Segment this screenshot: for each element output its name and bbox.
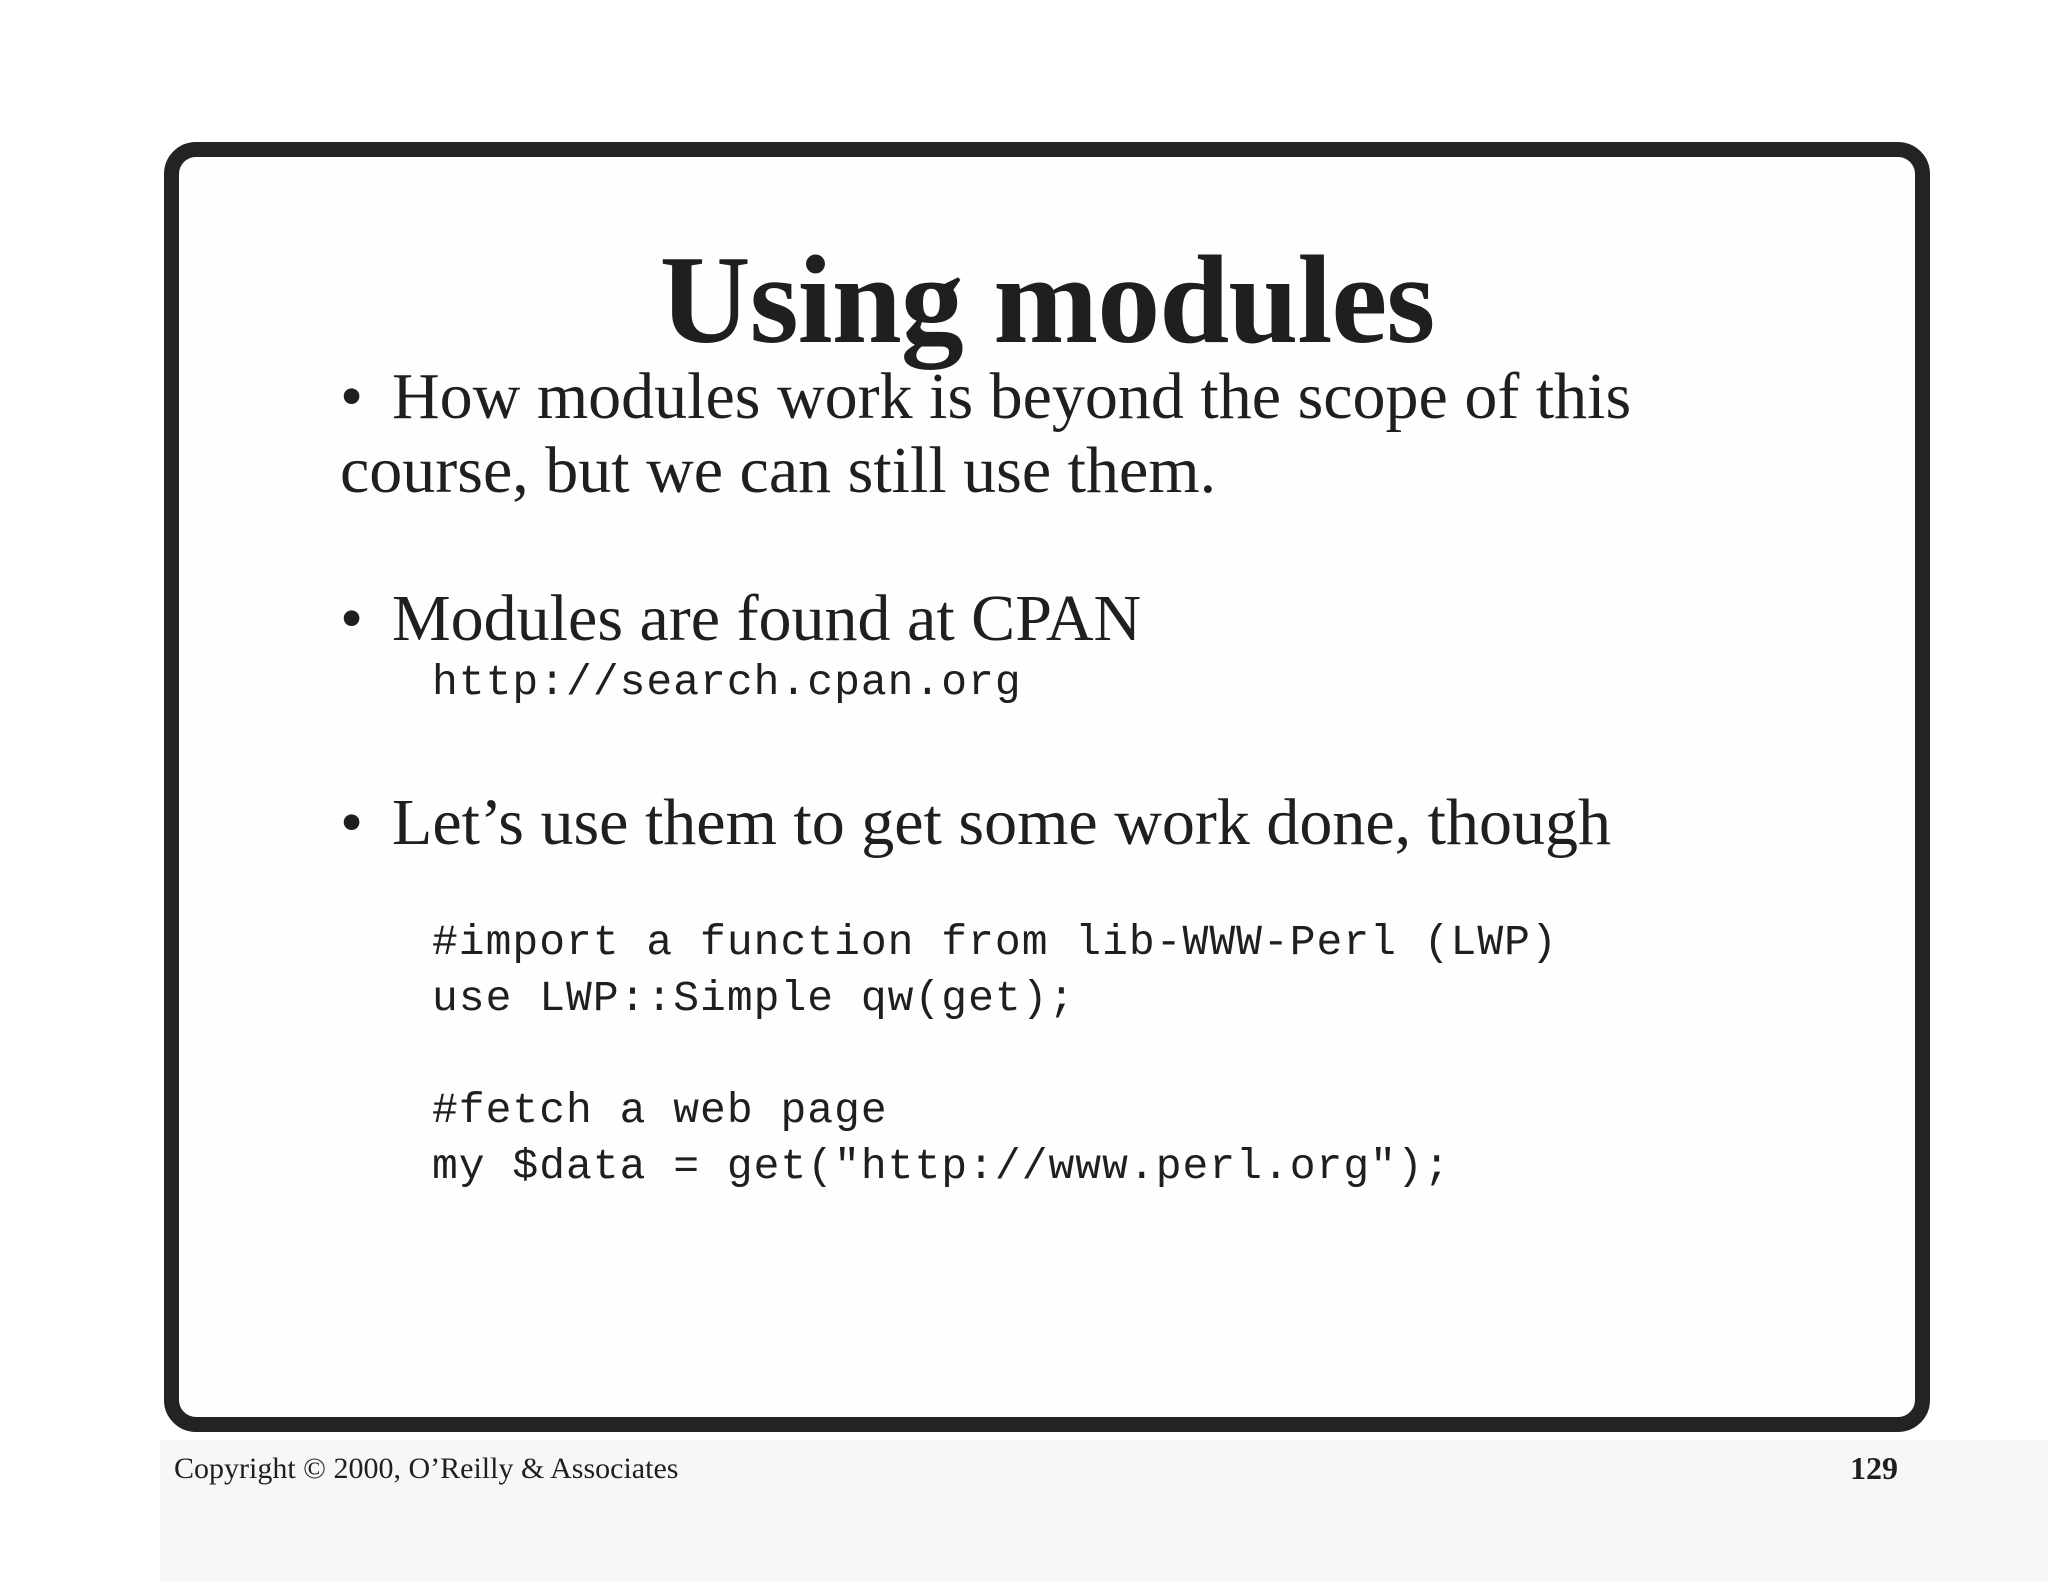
copyright-notice: Copyright © 2000, O’Reilly & Associates xyxy=(174,1452,679,1485)
bullet-item xyxy=(340,582,1760,656)
bullet-text: Let’s use them to get some work done, though xyxy=(392,786,1611,859)
code-line: my $data = get("http://www.perl.org"); xyxy=(432,1142,1451,1191)
code-line: #import a function from lib-WWW-Perl (LWP) xyxy=(432,918,1558,967)
bullet-text: Modules are found at CPAN xyxy=(392,582,1142,655)
code-line: use LWP::Simple qw(get); xyxy=(432,974,1076,1023)
bullet-item xyxy=(340,360,1760,508)
page-number: 129 xyxy=(1850,1450,1898,1486)
cpan-url: http://search.cpan.org xyxy=(432,658,1022,707)
bullet-icon: • xyxy=(340,582,364,655)
bullet-icon: • xyxy=(340,360,364,433)
bullet-text: How modules work is beyond the scope of this course, but we can still use them. xyxy=(340,360,1632,507)
bullet-item xyxy=(340,786,1760,860)
slide-title: Using modules xyxy=(659,231,1435,370)
bullet-icon: • xyxy=(340,786,364,859)
code-line: #fetch a web page xyxy=(432,1086,888,1135)
